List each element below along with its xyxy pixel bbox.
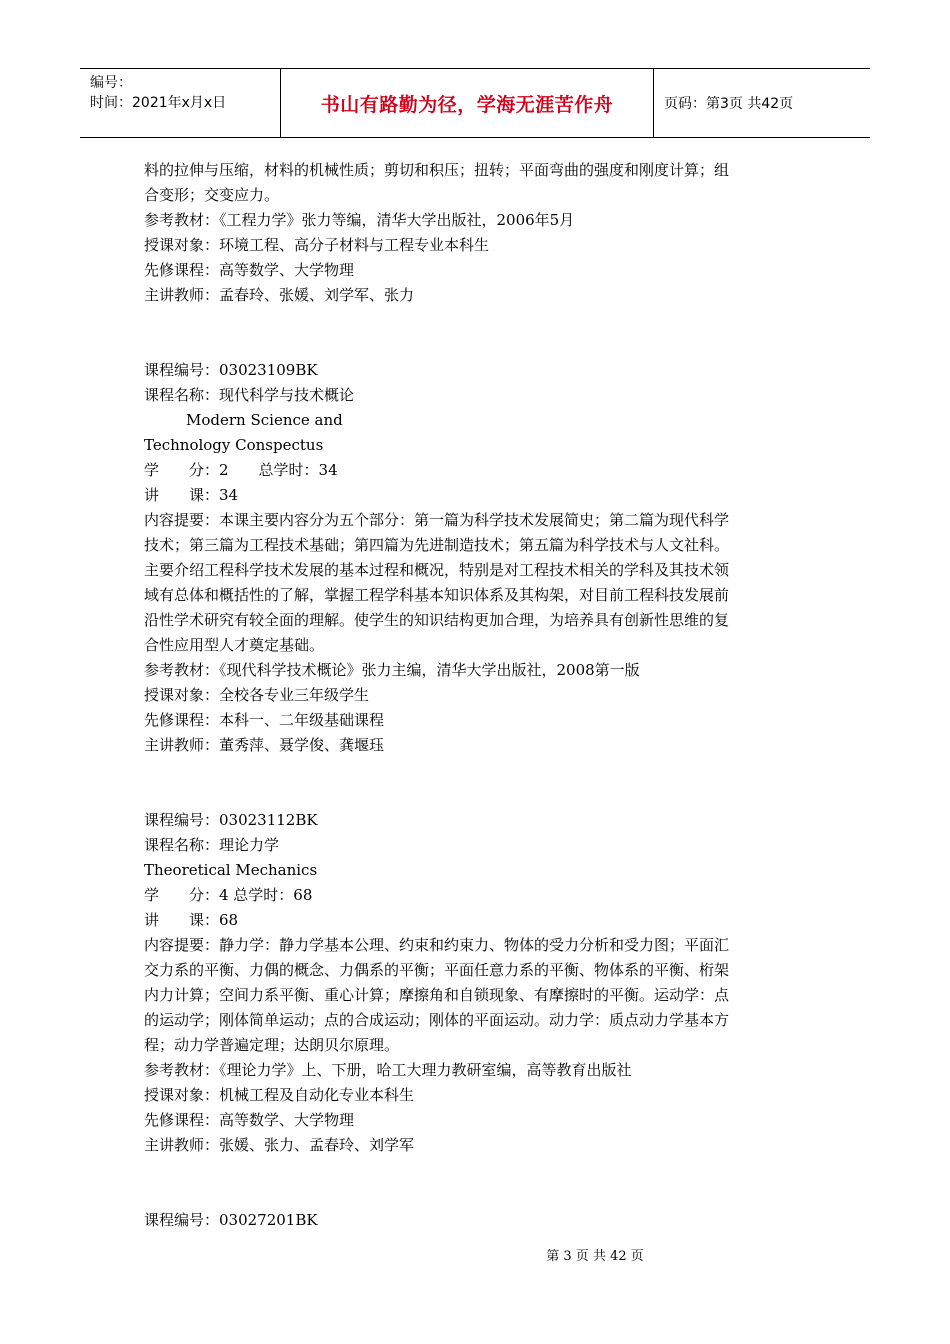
course-summary-line: 内力计算；空间力系平衡、重心计算；摩擦角和自锁现象、有摩擦时的平衡。运动学：点 (144, 986, 730, 1004)
course-summary-line: 交力系的平衡、力偶的概念、力偶系的平衡；平面任意力系的平衡、物体系的平衡、桁架 (144, 961, 730, 979)
course-summary-line: 的运动学；刚体简单运动；点的合成运动；刚体的平面运动。动力学：质点动力学基本方 (144, 1011, 730, 1029)
header-motto: 书山有路勤为径，学海无涯苦作舟 (281, 69, 654, 137)
section-gap (144, 758, 812, 808)
course-code: 课程编号：03023112BK (144, 811, 318, 829)
course-summary-line: 内容提要：本课主要内容分为五个部分：第一篇为科学技术发展简史；第二篇为现代科学 (144, 511, 730, 529)
audience-line: 授课对象：全校各专业三年级学生 (144, 686, 370, 704)
course-name: 课程名称：理论力学 (144, 836, 280, 854)
serial-label: 编号： (90, 75, 132, 91)
header-page-info: 页码：第3页 共42页 (664, 96, 794, 112)
course-credits: 学 分：2 总学时：34 (144, 461, 338, 479)
audience-line: 授课对象：环境工程、高分子材料与工程专业本科生 (144, 236, 490, 254)
course-name: 课程名称：现代科学与技术概论 (144, 386, 355, 404)
textbook-line: 参考教材：《理论力学》上、下册，哈工大理力教研室编，高等教育出版社 (144, 1061, 632, 1079)
course-code: 课程编号：03023109BK (144, 361, 318, 379)
time-label: 时间：2021年x月x日 (90, 95, 227, 111)
teachers-line: 主讲教师：孟春玲、张媛、刘学军、张力 (144, 286, 415, 304)
page-footer: 第 3 页 共 42 页 (546, 1249, 644, 1264)
course-summary-line: 沿性学术研究有较全面的理解。使学生的知识结构更加合理，为培养具有创新性思维的复 (144, 611, 730, 629)
header-meta-cell (80, 69, 281, 137)
audience-line: 授课对象：机械工程及自动化专业本科生 (144, 1086, 415, 1104)
course-code: 课程编号：03027201BK (144, 1211, 318, 1229)
section-gap (144, 308, 812, 358)
course-english-name: Modern Science and (186, 411, 343, 429)
course-summary-line: 主要介绍工程科学技术发展的基本过程和概况，特别是对工程技术相关的学科及其技术领 (144, 561, 730, 579)
course-english-name: Technology Conspectus (144, 436, 324, 454)
course-credits: 学 分：4 总学时：68 (144, 886, 313, 904)
prereq-line: 先修课程：高等数学、大学物理 (144, 261, 355, 279)
textbook-line: 参考教材：《现代科学技术概论》张力主编，清华大学出版社，2008第一版 (144, 661, 640, 679)
teachers-line: 主讲教师：董秀萍、聂学俊、龚堰珏 (144, 736, 385, 754)
prereq-line: 先修课程：本科一、二年级基础课程 (144, 711, 385, 729)
section-gap (144, 1158, 812, 1208)
course-summary-line: 内容提要：静力学：静力学基本公理、约束和约束力、物体的受力分析和受力图；平面汇 (144, 936, 730, 954)
continued-line: 料的拉伸与压缩，材料的机械性质；剪切和积压；扭转；平面弯曲的强度和刚度计算；组 (144, 161, 730, 179)
course-summary-line: 合性应用型人才奠定基础。 (144, 636, 325, 654)
prereq-line: 先修课程：高等数学、大学物理 (144, 1111, 355, 1129)
continued-line: 合变形；交变应力。 (144, 186, 280, 204)
course-summary-line: 技术；第三篇为工程技术基础；第四篇为先进制造技术；第五篇为科学技术与人文社科。 (144, 536, 730, 554)
page-header (80, 68, 870, 138)
document-body (144, 158, 812, 1233)
teachers-line: 主讲教师：张媛、张力、孟春玲、刘学军 (144, 1136, 415, 1154)
course-lecture-hours: 讲 课：34 (144, 486, 239, 504)
textbook-line: 参考教材：《工程力学》张力等编，清华大学出版社，2006年5月 (144, 211, 575, 229)
course-english-name: Theoretical Mechanics (144, 861, 318, 879)
course-lecture-hours: 讲 课：68 (144, 911, 239, 929)
course-summary-line: 程；动力学普遍定理；达朗贝尔原理。 (144, 1036, 400, 1054)
course-summary-line: 域有总体和概括性的了解，掌握工程学科基本知识体系及其构架，对目前工程科技发展前 (144, 586, 730, 604)
